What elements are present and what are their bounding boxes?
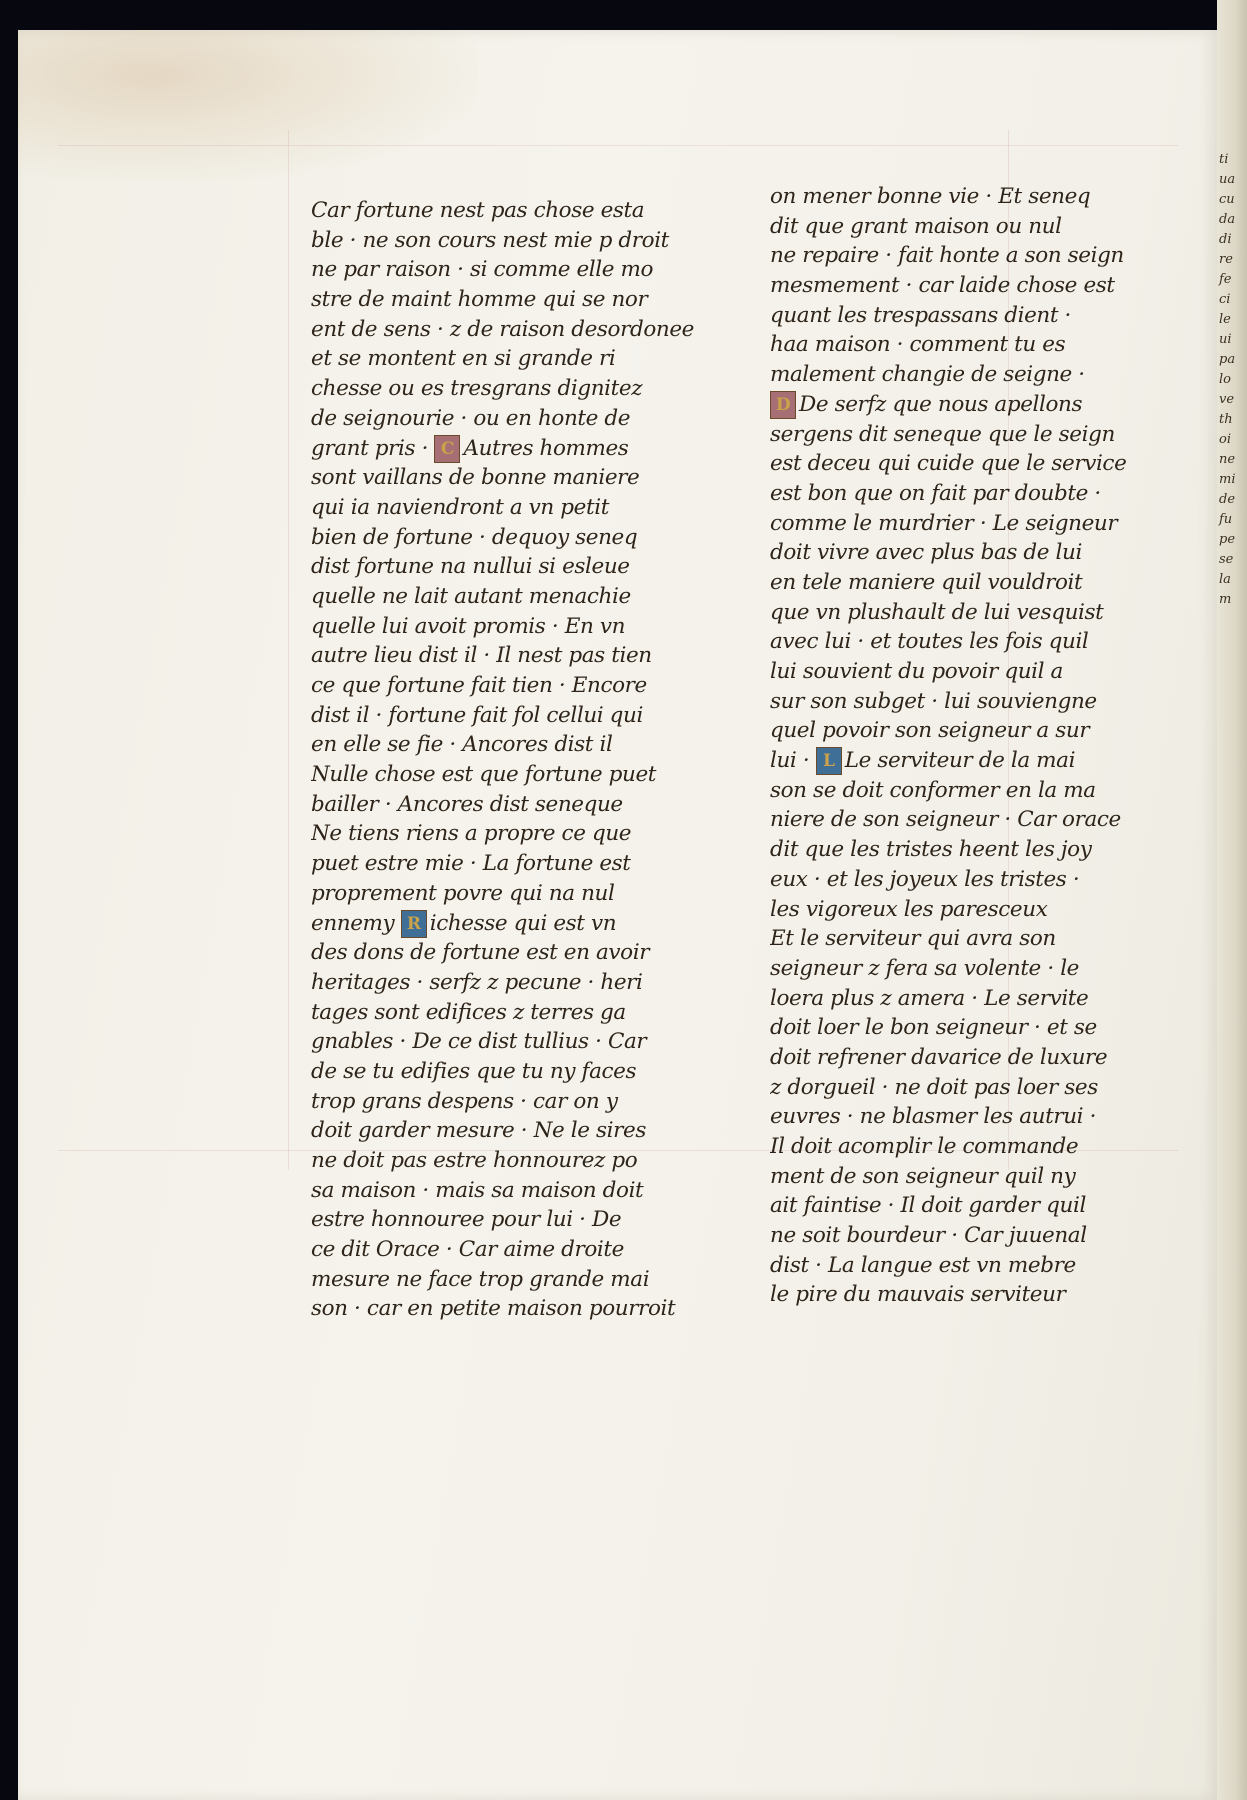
text-line: quelle lui avoit promis · En vn	[311, 613, 626, 639]
text-line: z dorgueil · ne doit pas loer ses	[770, 1074, 1098, 1100]
text-line: Nulle chose est que fortune puet	[311, 762, 657, 788]
text-line: que vn plushault de lui vesquist	[770, 599, 1104, 625]
text-line: niere de son seigneur · Car orace	[770, 807, 1121, 833]
decorated-initial: R	[401, 910, 427, 938]
text-line: et se montent en si grande ri	[311, 346, 616, 372]
text-line: mesure ne face trop grande mai	[311, 1266, 650, 1292]
text-line: quant les trespassans dient ·	[770, 302, 1071, 328]
text-line: mesmement · car laide chose est	[770, 273, 1115, 299]
text-line: qui ia naviendront a vn petit	[311, 494, 609, 520]
text-line: ne repaire · fait honte a son seign	[770, 243, 1124, 269]
text-line: haa maison · comment tu es	[770, 332, 1066, 358]
ruling-line-left	[288, 130, 289, 1170]
text-line: ble · ne son cours nest mie p droit	[311, 227, 669, 253]
text-line: de seignourie · ou en honte de	[311, 405, 631, 431]
text-line: dit que les tristes heent les joy	[770, 837, 1092, 863]
text-line: en elle se fie · Ancores dist il	[311, 732, 613, 758]
facing-page-text: ti ua cu da di re fe ci le ui pa lo ve th oi ne mi de fu pe se la m	[1219, 152, 1236, 607]
text-line: proprement povre qui na nul	[311, 880, 615, 906]
text-line: en tele maniere quil vouldroit	[770, 569, 1083, 595]
text-line: stre de maint homme qui se nor	[311, 287, 648, 313]
text-line: doit garder mesure · Ne le sires	[311, 1118, 646, 1144]
text-line: trop grans despens · car on y	[311, 1088, 618, 1114]
text-line: sur son subget · lui souviengne	[770, 688, 1097, 714]
text-line: dit que grant maison ou nul	[770, 213, 1062, 239]
text-line: ne doit pas estre honnourez po	[311, 1148, 638, 1173]
text-line: gnables · De ce dist tullius · Car	[311, 1029, 647, 1055]
text-line: D De serfz que nous apellons	[770, 390, 1170, 420]
text-line: loera plus z amera · Le servite	[770, 985, 1089, 1011]
text-line: puet estre mie · La fortune est	[311, 851, 631, 877]
text-line: les vigoreux les paresceux	[770, 896, 1048, 922]
text-line: Et le serviteur qui avra son	[770, 926, 1056, 952]
text-line: autre lieu dist il · Il nest pas tien	[311, 643, 652, 669]
text-line: comme le murdrier · Le seigneur	[770, 510, 1118, 536]
text-line: ce dit Orace · Car aime droite	[311, 1237, 624, 1263]
decorated-initial: L	[816, 747, 842, 775]
text-line: est bon que on fait par doubte ·	[770, 480, 1101, 506]
text-line: sont vaillans de bonne maniere	[311, 465, 640, 491]
text-line: ait faintise · Il doit garder quil	[770, 1193, 1086, 1219]
text-line: seigneur z fera sa volente · le	[770, 955, 1079, 981]
text-line: Ne tiens riens a propre ce que	[311, 821, 632, 847]
text-line: dist il · fortune fait fol cellui qui	[311, 702, 643, 728]
text-line: son · car en petite maison pourroit	[311, 1296, 676, 1322]
text-line: dist fortune na nullui si esleue	[311, 554, 630, 580]
text-line: ne par raison · si comme elle mo	[311, 257, 654, 283]
text-line: ne soit bourdeur · Car juuenal	[770, 1223, 1087, 1249]
text-line: lui · L Le serviteur de la mai	[770, 748, 1076, 774]
right-column	[770, 182, 1170, 1310]
text-line: quel povoir son seigneur a sur	[770, 718, 1090, 744]
water-stain	[18, 30, 478, 180]
decorated-initial: C	[434, 435, 460, 463]
text-line: Car fortune nest pas chose esta	[311, 198, 645, 223]
text-line: on mener bonne vie · Et seneq	[770, 184, 1091, 209]
text-line: Il doit acomplir le commande	[770, 1134, 1079, 1159]
text-line: le pire du mauvais serviteur	[770, 1282, 1066, 1308]
text-line: eux · et les joyeux les tristes ·	[770, 866, 1080, 892]
text-line: son se doit conformer en la ma	[770, 777, 1096, 803]
ruling-line-top	[58, 145, 1178, 146]
manuscript-leaf	[18, 30, 1218, 1800]
text-line: doit vivre avec plus bas de lui	[770, 540, 1082, 566]
text-line: lui souvient du povoir quil a	[770, 659, 1063, 684]
text-line: dist · La langue est vn mebre	[770, 1252, 1076, 1278]
text-line: heritages · serfz z pecune · heri	[311, 969, 643, 995]
text-line: sa maison · mais sa maison doit	[311, 1177, 644, 1203]
text-line: quelle ne lait autant menachie	[311, 583, 631, 609]
text-line: chesse ou es tresgrans dignitez	[311, 376, 643, 402]
text-line: doit refrener davarice de luxure	[770, 1044, 1108, 1070]
text-line: malement changie de seigne ·	[770, 362, 1085, 388]
text-line: doit loer le bon seigneur · et se	[770, 1015, 1097, 1041]
decorated-initial: D	[770, 391, 796, 419]
text-line: ce que fortune fait tien · Encore	[311, 673, 647, 698]
facing-page-edge	[1217, 0, 1247, 1800]
left-column	[311, 196, 711, 1324]
text-line: bien de fortune · dequoy seneq	[311, 524, 638, 550]
text-line: ent de sens · z de raison desordonee	[311, 316, 694, 342]
text-line: euvres · ne blasmer les autrui ·	[770, 1104, 1097, 1130]
text-line: avec lui · et toutes les fois quil	[770, 629, 1089, 655]
text-line: ennemy R ichesse qui est vn	[311, 910, 617, 936]
text-line: estre honnouree pour lui · De	[311, 1207, 622, 1233]
text-line: de se tu edifies que tu ny faces	[311, 1058, 637, 1084]
text-line: sergens dit seneque que le seign	[770, 421, 1115, 447]
text-line: des dons de fortune est en avoir	[311, 940, 650, 966]
text-line: bailler · Ancores dist seneque	[311, 791, 623, 817]
text-line: est deceu qui cuide que le service	[770, 451, 1127, 477]
text-line: tages sont edifices z terres ga	[311, 999, 626, 1025]
text-line: grant pris · C Autres hommes	[311, 435, 629, 461]
text-line: ment de son seigneur quil ny	[770, 1163, 1076, 1189]
